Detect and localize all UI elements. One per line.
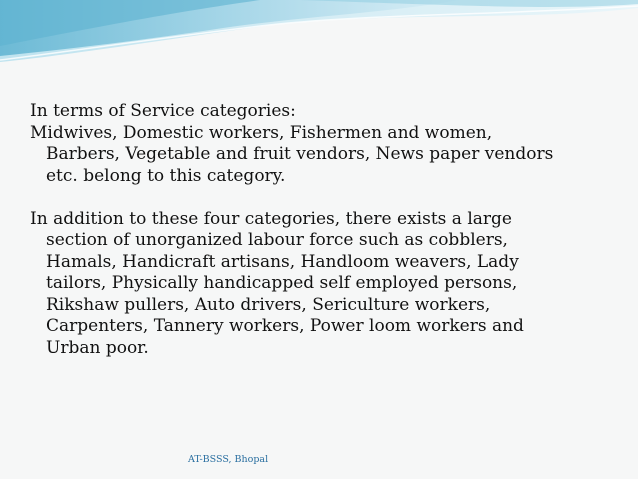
heading-text xyxy=(30,101,615,123)
paragraph-line: Urban poor. xyxy=(46,337,149,358)
paragraph-line: In addition to these four categories, there exists a large xyxy=(30,208,512,229)
paragraph-line: Midwives, Domestic workers, Fishermen and women, xyxy=(30,122,493,143)
paragraph-line: tailors, Physically handicapped self employed persons, xyxy=(46,273,518,293)
header-wave-graphic xyxy=(0,0,638,70)
paragraph-line: Barbers, Vegetable and fruit vendors, News paper vendors xyxy=(46,144,554,164)
paragraph-line: Carpenters, Tannery workers, Power loom workers and xyxy=(46,316,524,336)
paragraph-line: section of unorganized labour force such as cobblers, xyxy=(46,230,508,250)
slide-body xyxy=(30,101,615,359)
heading-line: In terms of Service categories: xyxy=(30,101,296,121)
unorganized-labour-paragraph xyxy=(30,209,615,360)
paragraph-line: etc. belong to this category. xyxy=(46,165,286,186)
paragraph-line: Rikshaw pullers, Auto drivers, Sericulture workers, xyxy=(46,294,491,315)
paragraph-line: Hamals, Handicraft artisans, Handloom weavers, Lady xyxy=(46,251,519,272)
footer-text: AT-BSSS, Bhopal xyxy=(188,454,269,465)
paragraph-gap xyxy=(30,187,615,209)
service-categories-paragraph xyxy=(30,123,615,188)
